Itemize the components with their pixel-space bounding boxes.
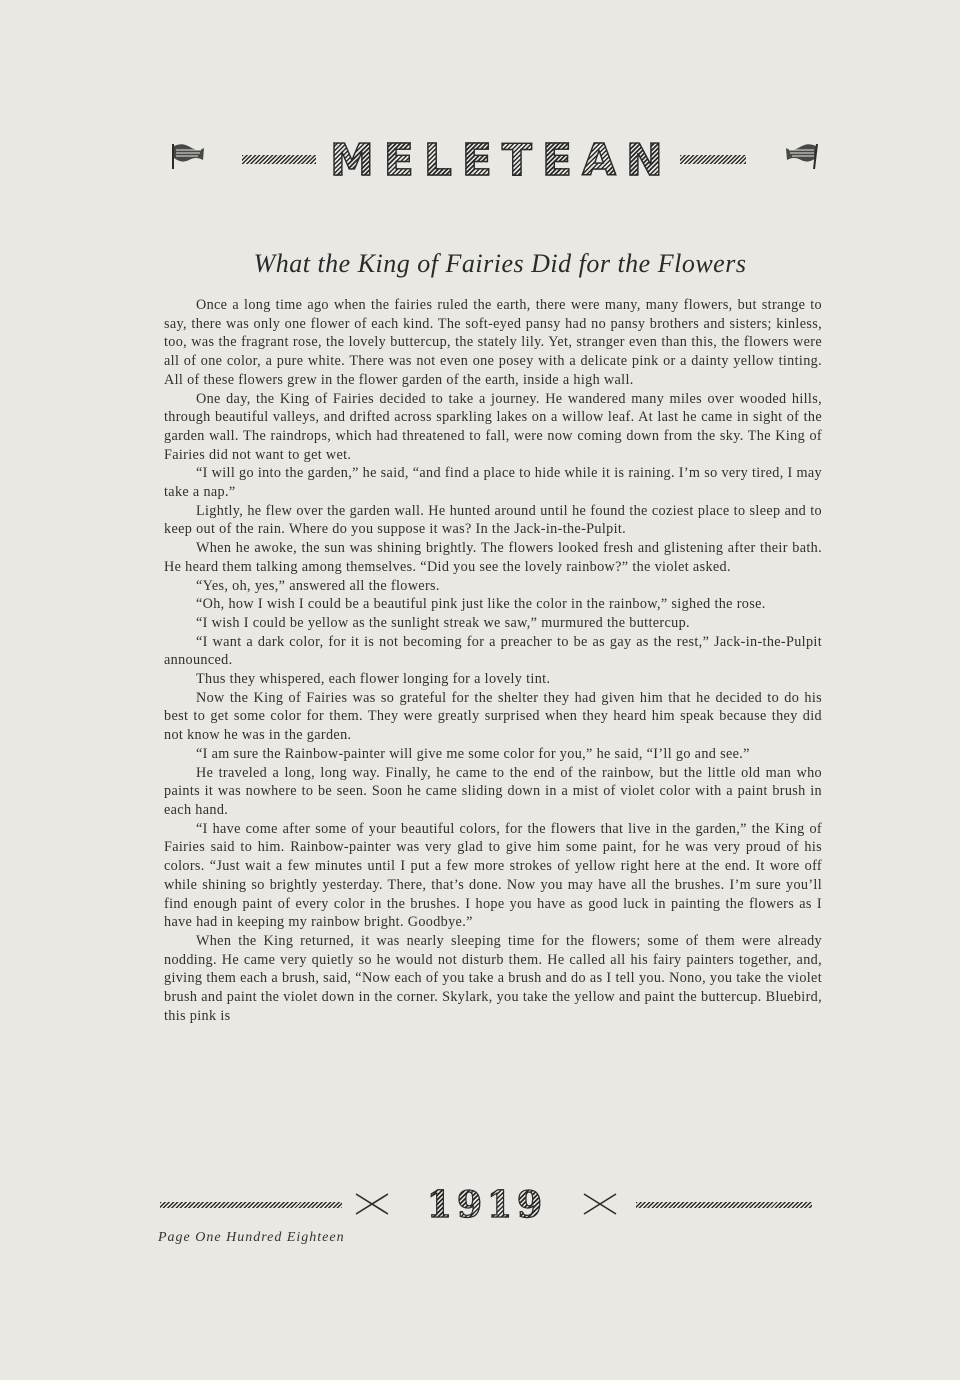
paragraph: “Yes, oh, yes,” answered all the flowers. [196, 577, 440, 594]
article-title: What the King of Fairies Did for the Flowers [253, 249, 747, 278]
paragraph: When the King returned, it was nearly sleeping time for the flowers; some of them were already nodding. He came very quietly so he would not disturb them. He called all his fairy painters together, and, giving them each a brush, said, “Now each of you take a brush and do as I tell you. Nono, you take the violet brush and paint the violet down in the corner. Skylark, you take the yellow and paint the buttercup. Bluebird, this pink is [164, 932, 822, 1024]
header-rule-left [242, 155, 316, 164]
paragraph: Lightly, he flew over the garden wall. He hunted around until he found the coziest place to sleep and to keep out of the rain. Where do you suppose it was? In the Jack-in-the-Pulpit. [164, 502, 822, 538]
page-number: Page One Hundred Eighteen [158, 1230, 345, 1245]
paragraph: “I wish I could be yellow as the sunlight streak we saw,” murmured the buttercup. [196, 614, 690, 631]
masthead-title: MELETEAN [330, 135, 673, 186]
header-rule-right [680, 155, 746, 164]
paragraph: Now the King of Fairies was so grateful for the shelter they had given him that he decided to do his best to get some color for them. They were greatly surprised when they heard him speak because they did not know he was in the garden. [164, 689, 822, 744]
page-footer [158, 1184, 820, 1228]
paragraph: “I am sure the Rainbow-painter will give me some color for you,” he said, “I’ll go and see.” [196, 745, 750, 762]
paragraph: “I will go into the garden,” he said, “and find a place to hide while it is raining. I’m so very tired, I may take a nap.” [164, 465, 822, 501]
paragraph: “I want a dark color, for it is not becoming for a preacher to be as gay as the rest,” Jack-in-the-Pulpit announced. [164, 633, 822, 669]
paragraph: When he awoke, the sun was shining brightly. The flowers looked fresh and glistening after their bath. He heard them talking among themselves. “Did you see the lovely rainbow?” the violet asked. [164, 540, 822, 575]
cross-ornament-icon [354, 1192, 390, 1216]
cross-ornament-icon [582, 1192, 618, 1216]
flag-icon [170, 142, 206, 170]
paragraph: Thus they whispered, each flower longing for a lovely tint. [196, 671, 551, 688]
footer-year: 1919 [402, 1184, 572, 1226]
footer-rule-right [636, 1202, 812, 1208]
paragraph: “Oh, how I wish I could be a beautiful pink just like the color in the rainbow,” sighed the rose. [196, 596, 766, 613]
article-body [164, 296, 822, 1025]
paragraph: He traveled a long, long way. Finally, he came to the end of the rainbow, but the little old man who paints it was nowhere to be seen. Soon he came sliding down in a mist of violet color with a paint brush in each hand. [164, 764, 822, 818]
paragraph: “I have come after some of your beautiful colors, for the flowers that live in the garden,” the King of Fairies said to him. Rainbow-painter was very glad to give him some paint, for he was very proud of his colors. “Just wait a few minutes until I put a few more strokes of yellow right here at the end. It wore off while shining so brightly yesterday. There, that’s done. Now you may have all the brushes. I’m sure you’ll find enough paint of every color in the brushes. I hope you have as good luck in painting the flowers as I have had in keeping my rainbow bright. Goodbye.” [164, 820, 822, 931]
paragraph: One day, the King of Fairies decided to take a journey. He wandered many miles over wooded hills, through beautiful valleys, and drifted across sparkling lakes on a willow leaf. At last he came in sight of the garden wall. The raindrops, which had threatened to fall, were now coming down from the sky. The King of Fairies did not want to get wet. [164, 390, 822, 463]
page-header [160, 136, 820, 186]
flag-icon [784, 142, 820, 170]
paragraph: Once a long time ago when the fairies ruled the earth, there were many, many flowers, but strange to say, there was only one flower of each kind. The soft-eyed pansy had no pansy brothers and sisters; kinless, too, was the fragrant rose, the lovely buttercup, the stately lily. Yet, stranger even than this, the flowers were all of one color, a pure white. There was not even one posey with a delicate pink or a dainty yellow tinting. All of these flowers grew in the flower garden of the earth, inside a high wall. [164, 297, 822, 388]
footer-rule-left [160, 1202, 342, 1208]
